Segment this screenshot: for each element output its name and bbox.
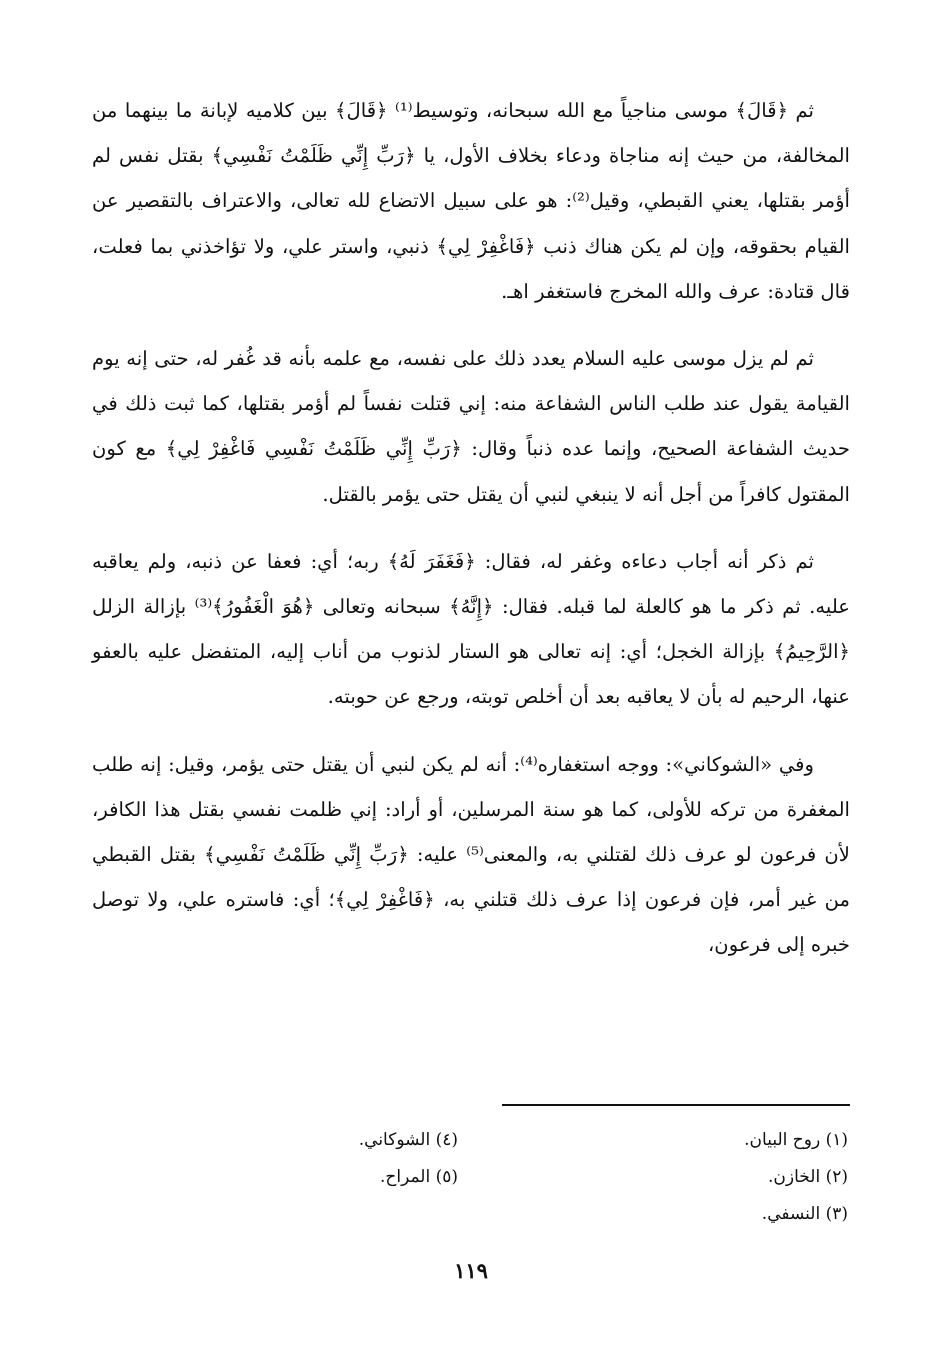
page-number: ١١٩ bbox=[454, 1258, 488, 1283]
paragraph-3: ثم ذكر أنه أجاب دعاءه وغفر له، فقال: ﴿فَغَفَرَ لَهُ﴾ ربه؛ أي: فعفا عن ذنبه، ولم يعاقبه عليه. ثم ذكر ما هو كالعلة لما قبله. فقال: ﴿إِنَّهُ﴾ سبحانه وتعالى ﴿هُوَ الْغَفُورُ﴾⁽³⁾ بإزالة الزلل ﴿الرَّحِيمُ﴾ بإزالة الخجل؛ أي: إنه تعالى هو الستار لذنوب من أناب إليه، المتفضل عليه بالعفو عنها، الرحيم له بأن لا يعاقبه بعد أن أخلص توبته، ورجع عن حوبته. bbox=[92, 549, 850, 709]
footnote-3: (٣) النسفي. bbox=[761, 1204, 848, 1224]
footnotes-left-column bbox=[359, 1122, 458, 1196]
footnote-4: (٤) الشوكاني. bbox=[358, 1130, 458, 1150]
footnote-1: (١) روح البيان. bbox=[744, 1130, 848, 1150]
paragraph-4: وفي «الشوكاني»: ووجه استغفاره⁽⁴⁾: أنه لم يكن لنبي أن يقتل حتى يؤمر، وقيل: إنه طلب المغفرة من تركه للأولى، كما هو سنة المرسلين، أو أراد: إني ظلمت نفسي بقتل هذا الكافر، لأن فرعون لو عرف ذلك لقتلني به، والمعنى⁽⁵⁾ عليه: ﴿رَبِّ إِنِّي ظَلَمْتُ نَفْسِي﴾ بقتل القبطي من غير أمر، فإن فرعون إذا عرف ذلك قتلني به، ﴿فَاغْفِرْ لِي﴾؛ أي: فاستره علي، ولا توصل خبره إلى فرعون، bbox=[92, 752, 850, 957]
footnote-2: (٢) الخازن. bbox=[768, 1167, 848, 1187]
footnote-5: (٥) المراح. bbox=[379, 1167, 458, 1187]
paragraph-1: ثم ﴿قَالَ﴾ موسى مناجياً مع الله سبحانه، وتوسيط⁽¹⁾ ﴿قَالَ﴾ بين كلاميه لإبانة ما بينهما من المخالفة، من حيث إنه مناجاة ودعاء بخلاف الأول، يا ﴿رَبِّ إِنِّي ظَلَمْتُ نَفْسِي﴾ بقتل نفس لم أؤمر بقتلها، يعني القبطي، وقيل⁽²⁾: هو على سبيل الاتضاع لله تعالى، والاعتراف بالتقصير عن القيام بحقوقه، وإن لم يكن هناك ذنب ﴿فَاغْفِرْ لِي﴾ ذنبي، واستر علي، ولا تؤاخذني بما فعلت، قال قتادة: عرف والله المخرج فاستغفر اهـ. bbox=[92, 99, 850, 303]
footnotes-right-column bbox=[744, 1122, 848, 1233]
paragraph-2: ثم لم يزل موسى عليه السلام يعدد ذلك على نفسه، مع علمه بأنه قد غُفر له، حتى إنه يوم القيامة يقول عند طلب الناس الشفاعة منه: إني قتلت نفساً لم أؤمر بقتلها، كما ثبت ذلك في حديث الشفاعة الصحيح، وإنما عده ذنباً وقال: ﴿رَبِّ إِنِّي ظَلَمْتُ نَفْسِي فَاغْفِرْ لِي﴾ مع كون المقتول كافراً من أجل أنه لا ينبغي لنبي أن يقتل حتى يؤمر بالقتل. bbox=[92, 347, 850, 506]
footnote-divider bbox=[502, 1104, 850, 1106]
